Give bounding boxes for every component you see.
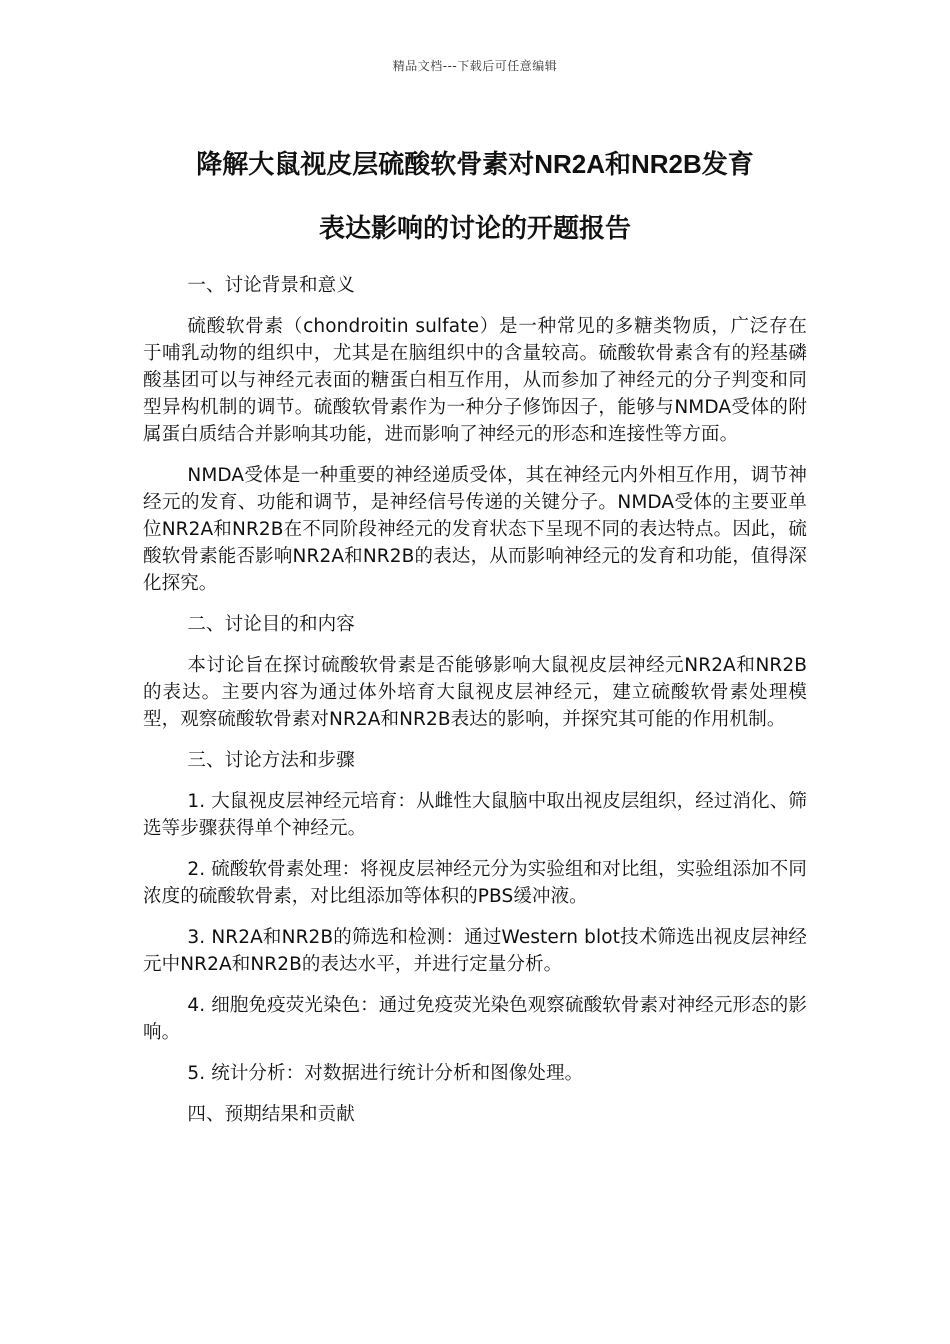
header-note: 精品文档---下载后可任意编辑 [392, 59, 558, 73]
method-step-1: 1. 大鼠视皮层神经元培育：从雌性大鼠脑中取出视皮层组织，经过消化、筛选等步骤获得单个神经元。 [143, 791, 807, 839]
paragraph-background-1: 硫酸软骨素（chondroitin sulfate）是一种常见的多糖类物质，广泛存在于哺乳动物的组织中，尤其是在脑组织中的含量较高。硫酸软骨素含有的羟基磷酸基团可以与神经元表面的糖蛋白相互作用，从而参加了神经元的分子判变和同型异构机制的调节。硫酸软骨素作为一种分子修饰因子，能够与NMDA受体的附属蛋白质结合并影响其功能，进而影响了神经元的形态和连接性等方面。 [143, 316, 807, 445]
document-body [143, 272, 807, 1142]
page-title [120, 132, 830, 260]
section-heading-purpose: 二、讨论目的和内容 [187, 614, 355, 635]
title-line-1: 降解大鼠视皮层硫酸软骨素对NR2A和NR2B发育 [196, 149, 754, 179]
paragraph-background-2: NMDA受体是一种重要的神经递质受体，其在神经元内外相互作用，调节神经元的发育、功能和调节，是神经信号传递的关键分子。NMDA受体的主要亚单位NR2A和NR2B在不同阶段神经元的发育状态下呈现不同的表达特点。因此，硫酸软骨素能否影响NR2A和NR2B的表达，从而影响神经元的发育和功能，值得深化探究。 [143, 465, 807, 594]
section-heading-background: 一、讨论背景和意义 [187, 275, 355, 296]
method-step-4: 4. 细胞免疫荧光染色：通过免疫荧光染色观察硫酸软骨素对神经元形态的影响。 [143, 995, 807, 1043]
paragraph-purpose: 本讨论旨在探讨硫酸软骨素是否能够影响大鼠视皮层神经元NR2A和NR2B的表达。主要内容为通过体外培育大鼠视皮层神经元，建立硫酸软骨素处理模型，观察硫酸软骨素对NR2A和NR2B表达的影响，并探究其可能的作用机制。 [143, 655, 807, 730]
section-heading-expected-results: 四、预期结果和贡献 [187, 1104, 355, 1125]
title-line-2: 表达影响的讨论的开题报告 [318, 213, 631, 243]
method-step-3: 3. NR2A和NR2B的筛选和检测：通过Western blot技术筛选出视皮层神经元中NR2A和NR2B的表达水平，并进行定量分析。 [143, 927, 807, 975]
method-step-5: 5. 统计分析：对数据进行统计分析和图像处理。 [187, 1063, 584, 1084]
method-step-2: 2. 硫酸软骨素处理：将视皮层神经元分为实验组和对比组，实验组添加不同浓度的硫酸软骨素，对比组添加等体积的PBS缓冲液。 [143, 859, 807, 907]
section-heading-methods: 三、讨论方法和步骤 [187, 750, 355, 771]
